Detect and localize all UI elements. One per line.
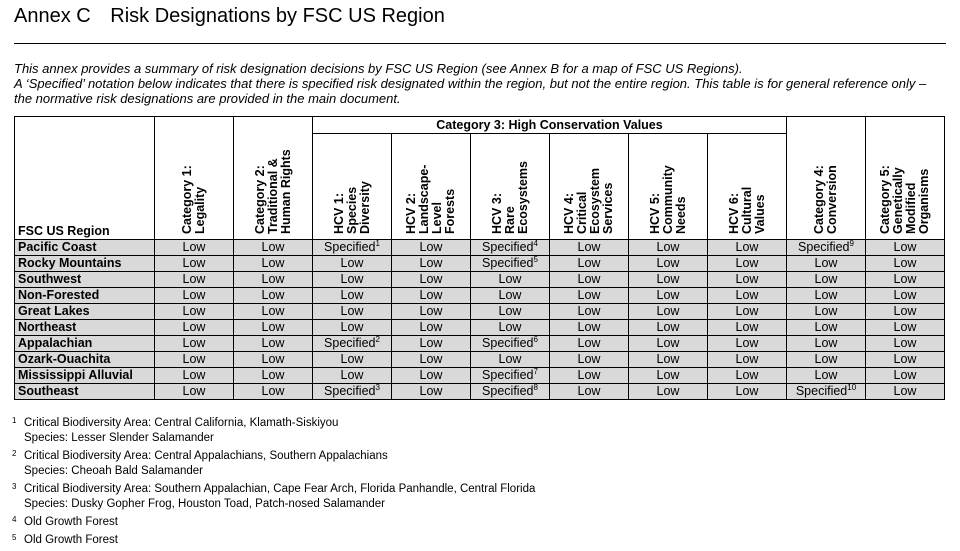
footnote-body	[24, 416, 338, 446]
risk-value: Low	[419, 272, 443, 286]
footnote-line: Critical Biodiversity Area: Central Appalachians, Southern Appalachians	[24, 450, 388, 462]
risk-cell	[313, 384, 392, 400]
footnote-body	[24, 482, 535, 512]
risk-cell	[392, 384, 471, 400]
risk-value: Low	[577, 320, 601, 334]
annex-label: Annex C	[14, 5, 91, 27]
risk-cell	[392, 336, 471, 352]
footnote-ref: 10	[847, 383, 857, 392]
footnote-line: Species: Lesser Slender Salamander	[24, 432, 214, 444]
risk-cell	[787, 368, 866, 384]
column-header-label: HCV 5: Community Needs	[647, 165, 688, 234]
risk-value: Low	[814, 304, 838, 318]
risk-value: Low	[577, 352, 601, 366]
risk-cell	[313, 304, 392, 320]
risk-value: Low	[735, 368, 759, 382]
risk-cell	[787, 336, 866, 352]
risk-cell	[708, 304, 787, 320]
risk-value: Low	[419, 384, 443, 398]
risk-value: Low	[656, 256, 680, 270]
risk-cell	[155, 304, 234, 320]
table-row	[15, 320, 945, 336]
risk-cell	[866, 288, 945, 304]
footnote-ref: 3	[375, 383, 380, 392]
risk-cell	[866, 320, 945, 336]
risk-cell	[234, 288, 313, 304]
risk-value: Low	[261, 320, 285, 334]
footnote-number: 4	[12, 515, 17, 524]
risk-cell	[629, 240, 708, 256]
risk-value: Low	[261, 368, 285, 382]
risk-value: Low	[182, 368, 206, 382]
risk-value: Low	[814, 336, 838, 350]
footnote	[12, 533, 535, 548]
risk-value: Low	[577, 256, 601, 270]
risk-cell	[866, 384, 945, 400]
risk-cell	[155, 272, 234, 288]
risk-value: Low	[735, 272, 759, 286]
risk-cell	[787, 304, 866, 320]
risk-cell	[155, 384, 234, 400]
column-header-label: HCV 1: Species Diversity	[331, 181, 372, 234]
column-header	[155, 117, 234, 240]
risk-cell	[155, 336, 234, 352]
page-title	[14, 5, 445, 28]
risk-value: Low	[577, 368, 601, 382]
risk-cell	[629, 288, 708, 304]
risk-value: Low	[814, 288, 838, 302]
title-text: Risk Designations by FSC US Region	[110, 5, 445, 27]
risk-cell	[471, 304, 550, 320]
footnote	[12, 449, 535, 479]
risk-cell	[866, 256, 945, 272]
risk-cell	[313, 320, 392, 336]
risk-cell	[313, 368, 392, 384]
risk-value: Low	[182, 304, 206, 318]
risk-value: Low	[735, 320, 759, 334]
table-row	[15, 272, 945, 288]
risk-cell	[550, 320, 629, 336]
risk-cell	[866, 368, 945, 384]
risk-value: Low	[419, 240, 443, 254]
table-row	[15, 240, 945, 256]
table-row	[15, 368, 945, 384]
risk-value: Low	[498, 320, 522, 334]
footnote-ref: 9	[849, 239, 854, 248]
risk-value: Low	[261, 272, 285, 286]
risk-value: Low	[261, 240, 285, 254]
risk-cell	[392, 368, 471, 384]
risk-cell	[471, 272, 550, 288]
risk-value: Specified	[482, 336, 534, 350]
risk-cell	[313, 240, 392, 256]
column-header-label: HCV 2: Landscape- Level Forests	[404, 164, 457, 234]
risk-value: Low	[340, 352, 364, 366]
risk-cell	[471, 352, 550, 368]
column-header-label: HCV 3: Rare Ecosystems	[489, 161, 530, 234]
region-name-cell: Rocky Mountains	[15, 256, 155, 272]
risk-value: Low	[261, 352, 285, 366]
risk-cell	[708, 384, 787, 400]
region-name-cell: Northeast	[15, 320, 155, 336]
table-row	[15, 256, 945, 272]
risk-cell	[234, 272, 313, 288]
column-header-label: Category 5: Genetically Modified Organisms	[878, 165, 931, 234]
region-name-cell: Southwest	[15, 272, 155, 288]
table-body	[15, 240, 945, 400]
risk-cell	[866, 272, 945, 288]
risk-cell	[787, 288, 866, 304]
risk-value: Low	[735, 288, 759, 302]
risk-value: Low	[577, 288, 601, 302]
footnote-line: Critical Biodiversity Area: Southern Appalachian, Cape Fear Arch, Florida Panhandle, Central Florida	[24, 483, 536, 495]
risk-value: Specified	[482, 240, 534, 254]
risk-cell	[708, 352, 787, 368]
risk-value: Low	[893, 240, 917, 254]
risk-value: Low	[182, 288, 206, 302]
risk-value: Low	[735, 384, 759, 398]
footnote	[12, 515, 535, 530]
risk-value: Low	[656, 368, 680, 382]
risk-value: Low	[893, 256, 917, 270]
footnote-ref: 2	[375, 335, 380, 344]
table-row	[15, 352, 945, 368]
risk-cell	[550, 288, 629, 304]
risk-value: Low	[340, 288, 364, 302]
risk-value: Low	[419, 256, 443, 270]
column-header-label: HCV 4: Critical Ecosystem Services	[562, 167, 615, 234]
region-name-cell: Ozark-Ouachita	[15, 352, 155, 368]
risk-cell	[787, 320, 866, 336]
risk-value: Low	[577, 272, 601, 286]
column-header	[708, 134, 787, 240]
risk-value: Low	[419, 320, 443, 334]
risk-cell	[392, 320, 471, 336]
footnote-body	[24, 533, 118, 548]
risk-cell	[787, 256, 866, 272]
risk-cell	[155, 368, 234, 384]
risk-cell	[866, 336, 945, 352]
risk-value: Low	[577, 384, 601, 398]
risk-value: Low	[893, 384, 917, 398]
risk-value: Specified	[324, 240, 376, 254]
footnote-ref: 1	[375, 239, 380, 248]
risk-value: Low	[577, 240, 601, 254]
risk-value: Low	[182, 272, 206, 286]
risk-cell	[234, 368, 313, 384]
risk-value: Low	[735, 352, 759, 366]
footnote-line: Old Growth Forest	[24, 516, 118, 528]
footnote-number: 5	[12, 533, 17, 542]
footnote-number: 3	[12, 482, 17, 491]
risk-value: Low	[656, 304, 680, 318]
risk-cell	[155, 288, 234, 304]
risk-cell	[629, 256, 708, 272]
risk-cell	[550, 256, 629, 272]
risk-cell	[392, 240, 471, 256]
footnote-number: 1	[12, 416, 17, 425]
risk-cell	[155, 240, 234, 256]
column-header	[787, 117, 866, 240]
column-header-label: Category 4: Conversion	[812, 165, 839, 234]
risk-cell	[787, 352, 866, 368]
risk-value: Low	[419, 304, 443, 318]
risk-cell	[787, 240, 866, 256]
risk-cell	[550, 384, 629, 400]
risk-value: Low	[814, 320, 838, 334]
risk-designation-table	[14, 116, 945, 400]
table-row	[15, 384, 945, 400]
risk-value: Specified	[795, 384, 848, 398]
risk-value: Low	[735, 336, 759, 350]
risk-cell	[392, 272, 471, 288]
footnote-line: Old Growth Forest	[24, 534, 118, 546]
column-header	[550, 134, 629, 240]
risk-value: Low	[893, 336, 917, 350]
risk-cell	[313, 352, 392, 368]
risk-value: Low	[735, 304, 759, 318]
risk-cell	[629, 272, 708, 288]
risk-cell	[234, 336, 313, 352]
risk-value: Low	[340, 320, 364, 334]
footnote-line: Species: Cheoah Bald Salamander	[24, 465, 204, 477]
region-name-cell: Great Lakes	[15, 304, 155, 320]
risk-value: Specified	[482, 368, 534, 382]
risk-cell	[234, 304, 313, 320]
risk-cell	[234, 256, 313, 272]
risk-value: Low	[893, 272, 917, 286]
footnote-ref: 8	[533, 383, 538, 392]
risk-value: Low	[261, 384, 285, 398]
risk-cell	[471, 256, 550, 272]
column-header	[629, 134, 708, 240]
risk-cell	[550, 336, 629, 352]
footnote-number: 2	[12, 449, 17, 458]
risk-cell	[234, 320, 313, 336]
risk-cell	[708, 320, 787, 336]
risk-cell	[629, 304, 708, 320]
risk-value: Low	[182, 384, 206, 398]
risk-cell	[708, 240, 787, 256]
region-name-cell: Mississippi Alluvial	[15, 368, 155, 384]
risk-cell	[629, 320, 708, 336]
risk-cell	[313, 272, 392, 288]
risk-value: Low	[419, 368, 443, 382]
risk-value: Low	[656, 336, 680, 350]
risk-value: Low	[419, 288, 443, 302]
risk-cell	[234, 240, 313, 256]
risk-value: Low	[182, 352, 206, 366]
risk-value: Low	[182, 336, 206, 350]
risk-cell	[708, 256, 787, 272]
risk-cell	[471, 320, 550, 336]
risk-cell	[392, 256, 471, 272]
table-row	[15, 336, 945, 352]
risk-value: Low	[656, 352, 680, 366]
risk-cell	[866, 352, 945, 368]
risk-value: Low	[656, 288, 680, 302]
risk-cell	[629, 384, 708, 400]
risk-cell	[629, 336, 708, 352]
risk-value: Low	[419, 352, 443, 366]
footnote-ref: 6	[533, 335, 538, 344]
column-header-label: Category 1: Legality	[180, 165, 207, 234]
risk-value: Low	[893, 288, 917, 302]
risk-cell	[866, 240, 945, 256]
risk-cell	[392, 288, 471, 304]
region-name-cell: Non-Forested	[15, 288, 155, 304]
risk-value: Low	[261, 288, 285, 302]
risk-value: Low	[656, 384, 680, 398]
risk-cell	[708, 288, 787, 304]
risk-cell	[708, 272, 787, 288]
risk-cell	[550, 240, 629, 256]
region-column-header: FSC US Region	[15, 117, 155, 240]
intro-line-2: A ‘Specified’ notation below indicates that there is specified risk designated within the region, but not the entire region. This table is for general reference only – the normative risk designations are provided in the main document.	[14, 76, 927, 106]
risk-cell	[866, 304, 945, 320]
risk-cell	[313, 336, 392, 352]
footnote-body	[24, 515, 118, 530]
risk-value: Low	[182, 320, 206, 334]
risk-value: Low	[182, 256, 206, 270]
table-row	[15, 304, 945, 320]
risk-cell	[471, 240, 550, 256]
risk-value: Low	[340, 304, 364, 318]
column-header-label: HCV 6: Cultural Values	[726, 186, 767, 234]
hcv-group-header: Category 3: High Conservation Values	[313, 117, 787, 134]
risk-value: Low	[577, 304, 601, 318]
risk-value: Low	[340, 256, 364, 270]
risk-value: Low	[893, 368, 917, 382]
footnote-line: Critical Biodiversity Area: Central California, Klamath-Siskiyou	[24, 417, 339, 429]
risk-value: Low	[419, 336, 443, 350]
title-divider	[14, 43, 946, 44]
risk-cell	[234, 384, 313, 400]
risk-value: Low	[735, 240, 759, 254]
risk-value: Low	[577, 336, 601, 350]
footnote-line: Species: Dusky Gopher Frog, Houston Toad, Patch-nosed Salamander	[24, 498, 385, 510]
risk-value: Low	[893, 352, 917, 366]
risk-cell	[313, 256, 392, 272]
risk-value: Low	[498, 352, 522, 366]
risk-value: Specified	[798, 240, 850, 254]
risk-cell	[550, 352, 629, 368]
risk-cell	[708, 368, 787, 384]
footnote-ref: 7	[533, 367, 538, 376]
risk-cell	[787, 384, 866, 400]
risk-value: Specified	[482, 256, 534, 270]
region-name-cell: Pacific Coast	[15, 240, 155, 256]
risk-value: Low	[656, 272, 680, 286]
footnote-body	[24, 449, 388, 479]
risk-value: Low	[893, 320, 917, 334]
risk-cell	[471, 288, 550, 304]
table-row	[15, 288, 945, 304]
risk-cell	[550, 304, 629, 320]
risk-value: Low	[498, 304, 522, 318]
column-header-label: Category 2: Traditional & Human Rights	[252, 149, 293, 234]
region-name-cell: Appalachian	[15, 336, 155, 352]
risk-value: Low	[261, 336, 285, 350]
risk-value: Low	[340, 368, 364, 382]
risk-value: Low	[893, 304, 917, 318]
risk-value: Specified	[324, 384, 376, 398]
risk-value: Low	[261, 256, 285, 270]
risk-value: Low	[498, 288, 522, 302]
column-header	[313, 134, 392, 240]
footnote	[12, 482, 535, 512]
risk-value: Low	[498, 272, 522, 286]
column-header	[234, 117, 313, 240]
risk-value: Specified	[482, 384, 534, 398]
risk-value: Low	[340, 272, 364, 286]
risk-cell	[155, 320, 234, 336]
risk-value: Low	[182, 240, 206, 254]
footnote-ref: 5	[533, 255, 538, 264]
risk-value: Low	[261, 304, 285, 318]
risk-value: Low	[814, 256, 838, 270]
risk-cell	[787, 272, 866, 288]
risk-value: Low	[814, 272, 838, 286]
risk-cell	[471, 384, 550, 400]
risk-value: Specified	[324, 336, 376, 350]
risk-cell	[471, 336, 550, 352]
risk-cell	[629, 368, 708, 384]
risk-cell	[550, 272, 629, 288]
risk-value: Low	[814, 368, 838, 382]
region-name-cell: Southeast	[15, 384, 155, 400]
risk-cell	[392, 352, 471, 368]
column-header	[866, 117, 945, 240]
risk-value: Low	[814, 352, 838, 366]
risk-cell	[313, 288, 392, 304]
intro-line-1: This annex provides a summary of risk designation decisions by FSC US Region (see Annex B for a map of FSC US Regions).	[14, 61, 743, 76]
risk-cell	[471, 368, 550, 384]
risk-value: Low	[735, 256, 759, 270]
risk-cell	[155, 256, 234, 272]
risk-cell	[550, 368, 629, 384]
intro-text	[14, 61, 946, 106]
risk-cell	[629, 352, 708, 368]
risk-cell	[234, 352, 313, 368]
risk-value: Low	[656, 240, 680, 254]
column-header	[471, 134, 550, 240]
column-header	[392, 134, 471, 240]
footnote	[12, 416, 535, 446]
risk-value: Low	[656, 320, 680, 334]
footnotes	[12, 416, 535, 551]
footnote-ref: 4	[533, 239, 538, 248]
risk-cell	[708, 336, 787, 352]
risk-cell	[155, 352, 234, 368]
risk-cell	[392, 304, 471, 320]
